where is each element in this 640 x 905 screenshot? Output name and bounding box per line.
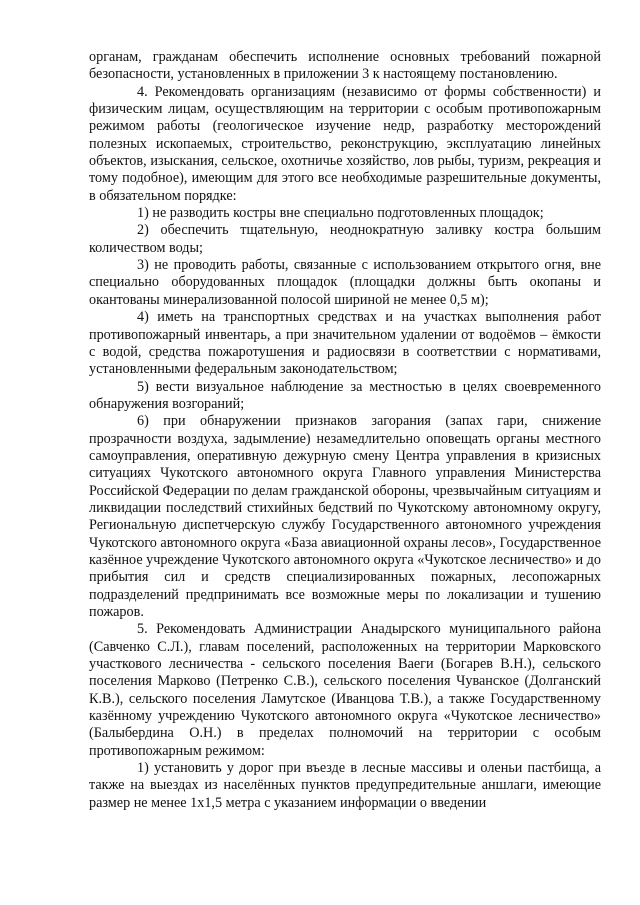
paragraph-item-4: 4. Рекомендовать организациям (независимо от формы собственности) и физическим лицам, осуществляющим на территории с особым противопожарным режимом работы (геологическое изучение недр, разработку месторождений полезных ископаемых, строительство, реконструкцию, эксплуатацию линейных объектов, изыскания, сельское, охотничье хозяйство, лов рыбы, туризм, рекреация и тому подобное), имеющим для этого все необходимые разрешительные документы, в обязательном порядке:: [89, 83, 601, 204]
paragraph-subitem-3: 3) не проводить работы, связанные с использованием открытого огня, вне специально оборудованных площадок (площадки должны быть окопаны и окантованы минерализованной полосой шириной не менее 0,5 м);: [89, 257, 601, 308]
paragraph-subitem-6: 6) при обнаружении признаков загорания (запах гари, снижение прозрачности воздуха, задымление) незамедлительно оповещать органы местного самоуправления, оперативную дежурную смену Центра управления в кризисных ситуациях Чукотского автономного округа Главного управления Министерства Российской Федерации по делам гражданской обороны, чрезвычайным ситуациям и ликвидации последствий стихийных бедствий по Чукотскому автономному округу, Региональную диспетчерскую службу Государственного автономного учреждения Чукотского автономного округа «База авиационной охраны лесов», Государственное казённое учреждение Чукотского автономного округа «Чукотское лесничество» и до прибытия сил и средств специализированных пожарных, лесопожарных подразделений предпринимать все возможные меры по локализации и тушению пожаров.: [89, 413, 601, 620]
document-page: [89, 49, 601, 812]
paragraph-subitem-4: 4) иметь на транспортных средствах и на участках выполнения работ противопожарный инвентарь, а при значительном удалении от водоёмов – ёмкости с водой, средства пожаротушения и радиосвязи в соответствии с нормативами, установленными федеральным законодательством;: [89, 309, 601, 378]
paragraph-subitem-5: 5) вести визуальное наблюдение за местностью в целях своевременного обнаружения возгораний;: [89, 378, 601, 412]
paragraph-subitem-1: 1) не разводить костры вне специально подготовленных площадок;: [137, 205, 544, 222]
paragraph-continuation: органам, гражданам обеспечить исполнение основных требований пожарной безопасности, установленных в приложении 3 к настоящему постановлению.: [89, 49, 601, 83]
paragraph-item-5: 5. Рекомендовать Администрации Анадырского муниципального района (Савченко С.Л.), главам поселений, расположенных на территории Марковского участкового лесничества - сельского поселения Ваеги (Богарев В.Н.), сельского поселения Марково (Петренко С.В.), сельского поселения Чуванское (Долганский К.В.), сельского поселения Ламутское (Иванцова Т.В.), а также Государственному казённому учреждению Чукотского автономного округа «Чукотское лесничество» (Балыбердина О.Н.) в пределах полномочий на территории с особым противопожарным режимом:: [89, 621, 601, 759]
paragraph-item-5-subitem-1: 1) установить у дорог при въезде в лесные массивы и оленьи пастбища, а также на выездах из населённых пунктов предупредительные аншлаги, имеющие размер не менее 1х1,5 метра с указанием информации о введении: [89, 760, 601, 811]
paragraph-subitem-2: 2) обеспечить тщательную, неоднократную заливку костра большим количеством воды;: [89, 222, 601, 256]
